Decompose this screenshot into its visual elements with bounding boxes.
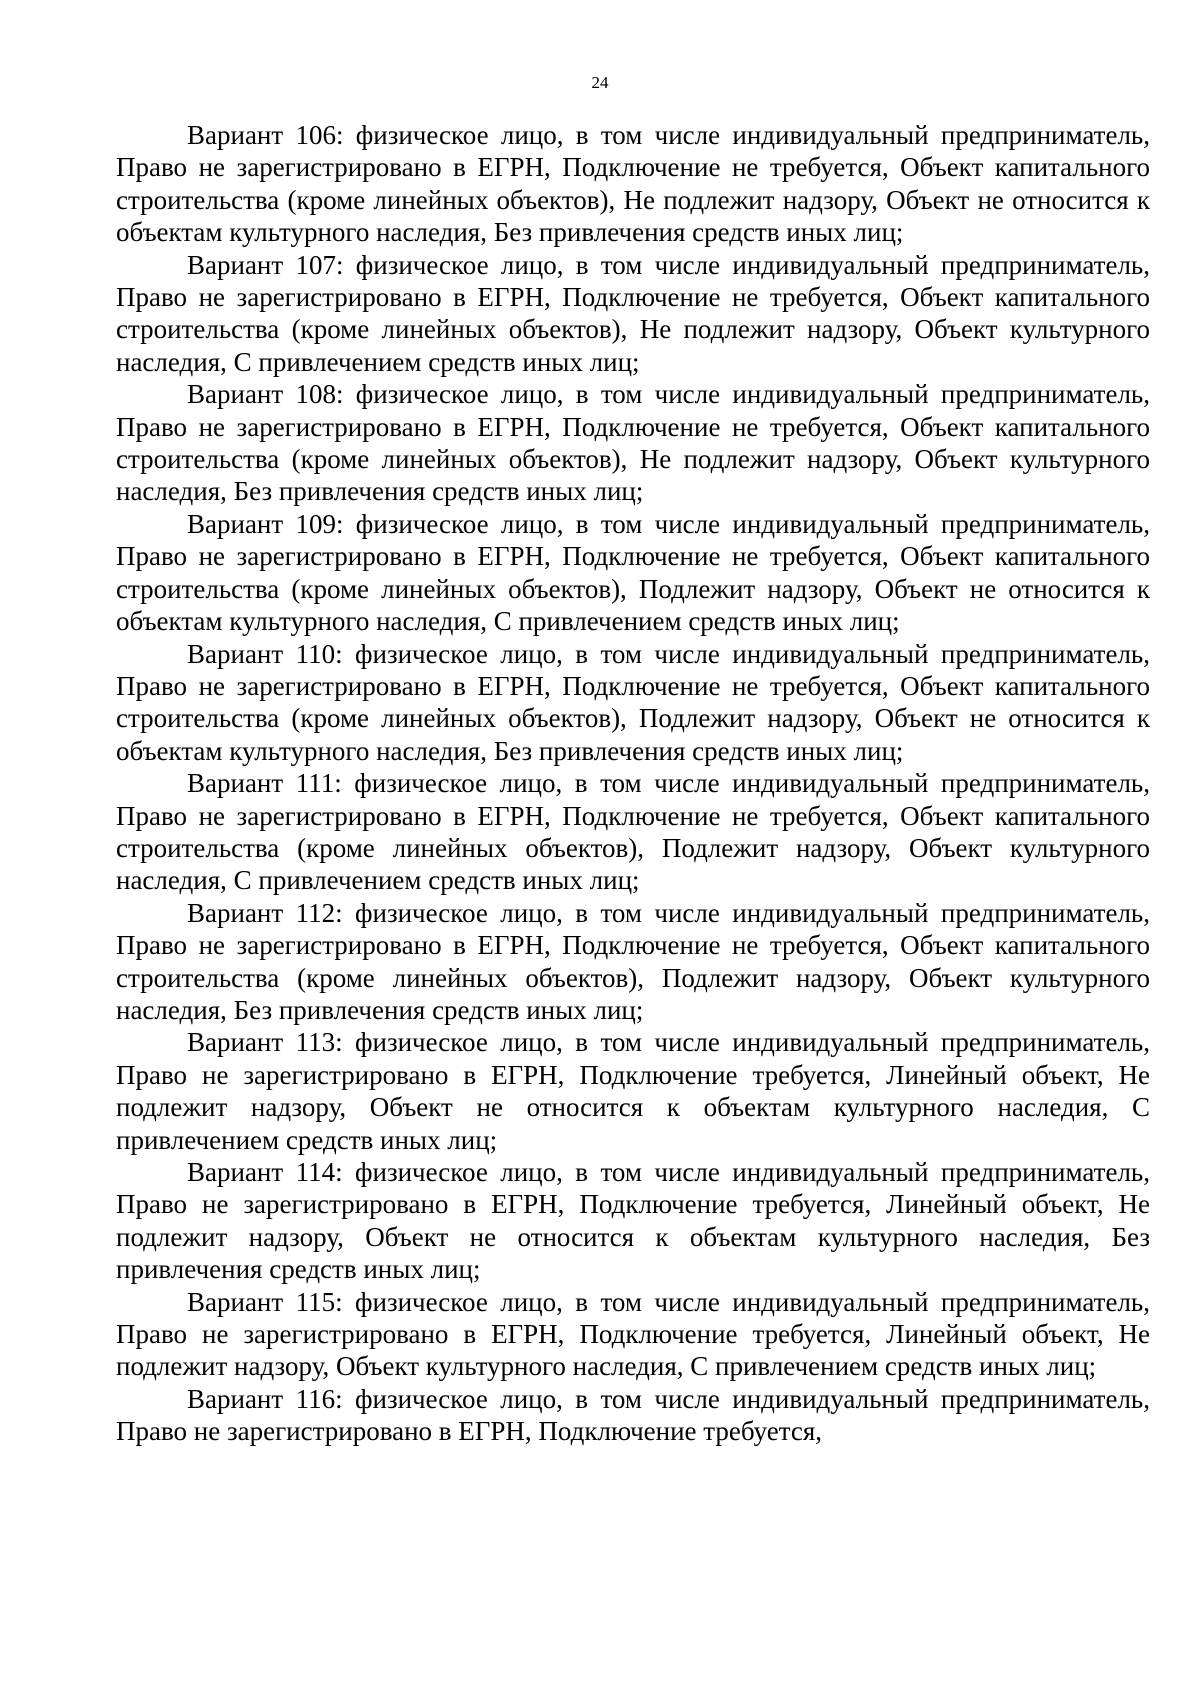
variant-paragraph: Вариант 116: физическое лицо, в том числе индивидуальный предприниматель, Право не зарегистрировано в ЕГРН, Подключение требуется, [116,1383,1150,1447]
variant-paragraph: Вариант 112: физическое лицо, в том числе индивидуальный предприниматель, Право не зарегистрировано в ЕГРН, Подключение не требуется, Объект капитального строительства (кроме линейных объектов), Подлежит надзору, Объект культурного наследия, Без привлечения средств иных лиц; [116,897,1150,1025]
variant-paragraph: Вариант 106: физическое лицо, в том числе индивидуальный предприниматель, Право не зарегистрировано в ЕГРН, Подключение не требуется, Объект капитального строительства (кроме линейных объектов), Не подлежит надзору, Объект не относится к объектам культурного наследия, Без привлечения средств иных лиц; [116,120,1150,248]
page-number: 24 [591,73,609,92]
variant-paragraph: Вариант 115: физическое лицо, в том числе индивидуальный предприниматель, Право не зарегистрировано в ЕГРН, Подключение требуется, Линейный объект, Не подлежит надзору, Объект культурного наследия, С привлечением средств иных лиц; [116,1286,1150,1382]
document-body [116,119,1150,1448]
variant-paragraph: Вариант 111: физическое лицо, в том числе индивидуальный предприниматель, Право не зарегистрировано в ЕГРН, Подключение не требуется, Объект капитального строительства (кроме линейных объектов), Подлежит надзору, Объект культурного наследия, С привлечением средств иных лиц; [116,768,1150,896]
variant-paragraph: Вариант 114: физическое лицо, в том числе индивидуальный предприниматель, Право не зарегистрировано в ЕГРН, Подключение требуется, Линейный объект, Не подлежит надзору, Объект не относится к объектам культурного наследия, Без привлечения средств иных лиц; [116,1157,1150,1285]
variant-paragraph: Вариант 109: физическое лицо, в том числе индивидуальный предприниматель, Право не зарегистрировано в ЕГРН, Подключение не требуется, Объект капитального строительства (кроме линейных объектов), Подлежит надзору, Объект не относится к объектам культурного наследия, С привлечением средств иных лиц; [116,508,1150,637]
variant-paragraph: Вариант 110: физическое лицо, в том числе индивидуальный предприниматель, Право не зарегистрировано в ЕГРН, Подключение не требуется, Объект капитального строительства (кроме линейных объектов), Подлежит надзору, Объект не относится к объектам культурного наследия, Без привлечения средств иных лиц; [116,638,1150,766]
variant-paragraph: Вариант 113: физическое лицо, в том числе индивидуальный предприниматель, Право не зарегистрировано в ЕГРН, Подключение требуется, Линейный объект, Не подлежит надзору, Объект не относится к объектам культурного наследия, С привлечением средств иных лиц; [116,1027,1150,1155]
variant-paragraph: Вариант 108: физическое лицо, в том числе индивидуальный предприниматель, Право не зарегистрировано в ЕГРН, Подключение не требуется, Объект капитального строительства (кроме линейных объектов), Не подлежит надзору, Объект культурного наследия, Без привлечения средств иных лиц; [116,379,1150,507]
variant-paragraph: Вариант 107: физическое лицо, в том числе индивидуальный предприниматель, Право не зарегистрировано в ЕГРН, Подключение не требуется, Объект капитального строительства (кроме линейных объектов), Не подлежит надзору, Объект культурного наследия, С привлечением средств иных лиц; [116,249,1150,377]
